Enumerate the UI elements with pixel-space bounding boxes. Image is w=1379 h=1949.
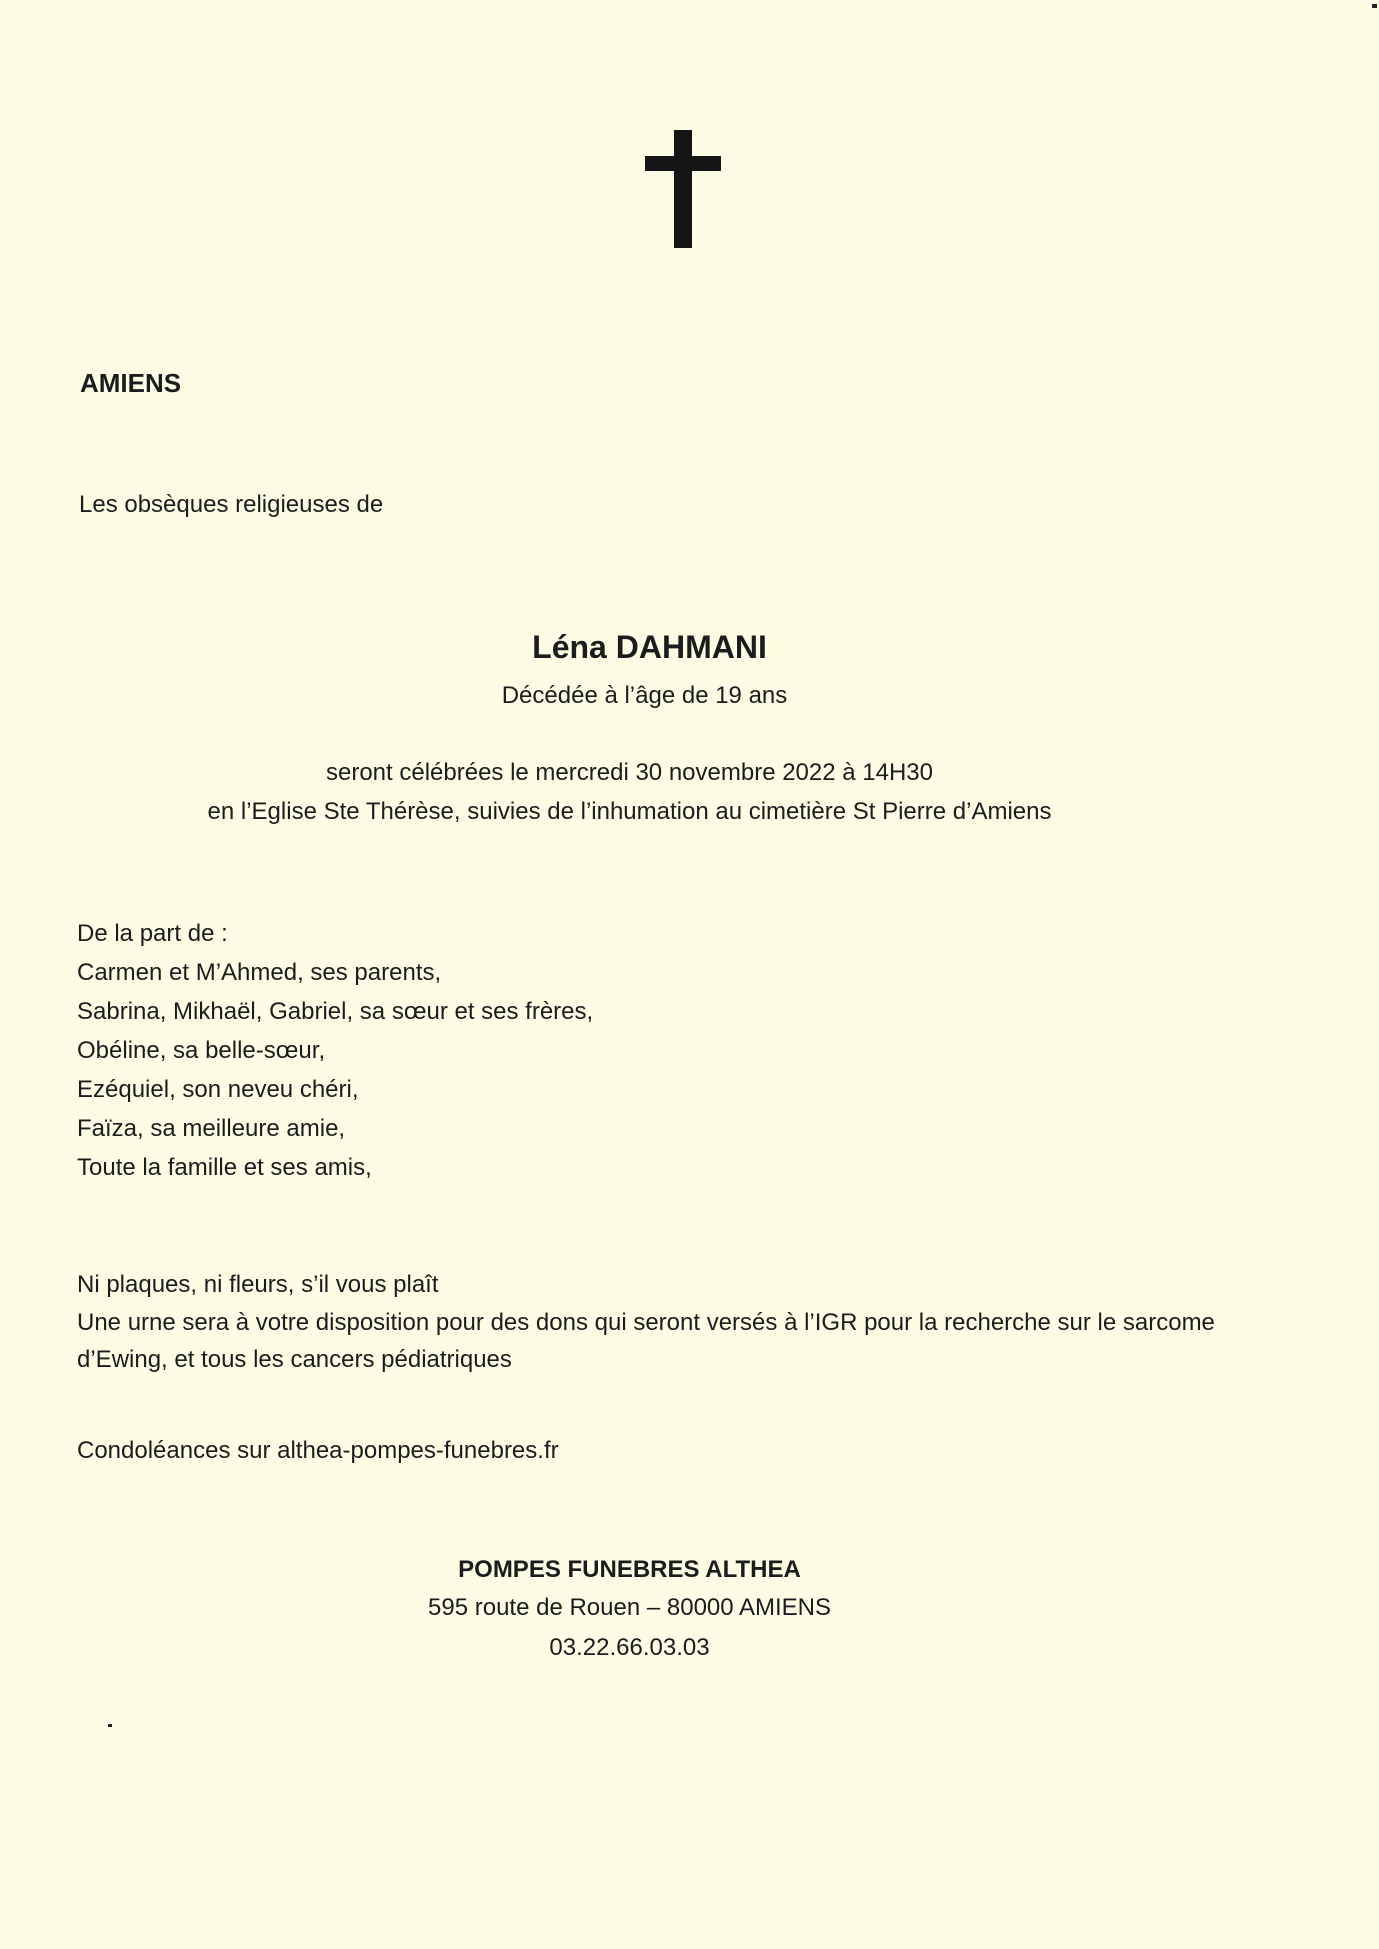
- intro-text: Les obsèques religieuses de: [79, 491, 384, 518]
- family-list: [77, 914, 593, 1187]
- family-line: Ezéquiel, son neveu chéri,: [77, 1076, 359, 1103]
- cross-icon: [645, 130, 721, 250]
- family-line: Obéline, sa belle-sœur,: [77, 1037, 326, 1064]
- city-heading: AMIENS: [80, 368, 182, 398]
- family-heading: De la part de :: [77, 920, 228, 947]
- family-line: Sabrina, Mikhaël, Gabriel, sa sœur et ses frères,: [77, 998, 594, 1025]
- no-flowers-note: Ni plaques, ni fleurs, s’il vous plaît: [77, 1271, 439, 1298]
- funeral-home-name: POMPES FUNEBRES ALTHEA: [458, 1556, 801, 1583]
- deceased-age: Décédée à l’âge de 19 ans: [501, 682, 788, 709]
- funeral-home-phone: 03.22.66.03.03: [549, 1634, 710, 1661]
- donation-note-cont: d’Ewing, et tous les cancers pédiatriques: [77, 1346, 512, 1373]
- funeral-home-address: 595 route de Rouen – 80000 AMIENS: [428, 1594, 831, 1621]
- donation-note: Une urne sera à votre disposition pour des dons qui seront versés à l’IGR pour la recherche sur le sarcome: [77, 1308, 1215, 1336]
- family-line: Faïza, sa meilleure amie,: [77, 1115, 346, 1142]
- scan-speck: [1372, 4, 1377, 8]
- ceremony-location: en l’Eglise Ste Thérèse, suivies de l’inhumation au cimetière St Pierre d’Amiens: [207, 798, 1052, 825]
- deceased-name: Léna DAHMANI: [532, 629, 767, 665]
- ceremony-date: seront célébrées le mercredi 30 novembre 2022 à 14H30: [325, 759, 934, 786]
- condolences-text: Condoléances sur althea-pompes-funebres.fr: [77, 1437, 559, 1464]
- family-line: Carmen et M’Ahmed, ses parents,: [77, 959, 442, 986]
- scan-speck: [108, 1724, 112, 1727]
- donation-notes: [77, 1266, 1215, 1379]
- family-line: Toute la famille et ses amis,: [77, 1154, 372, 1181]
